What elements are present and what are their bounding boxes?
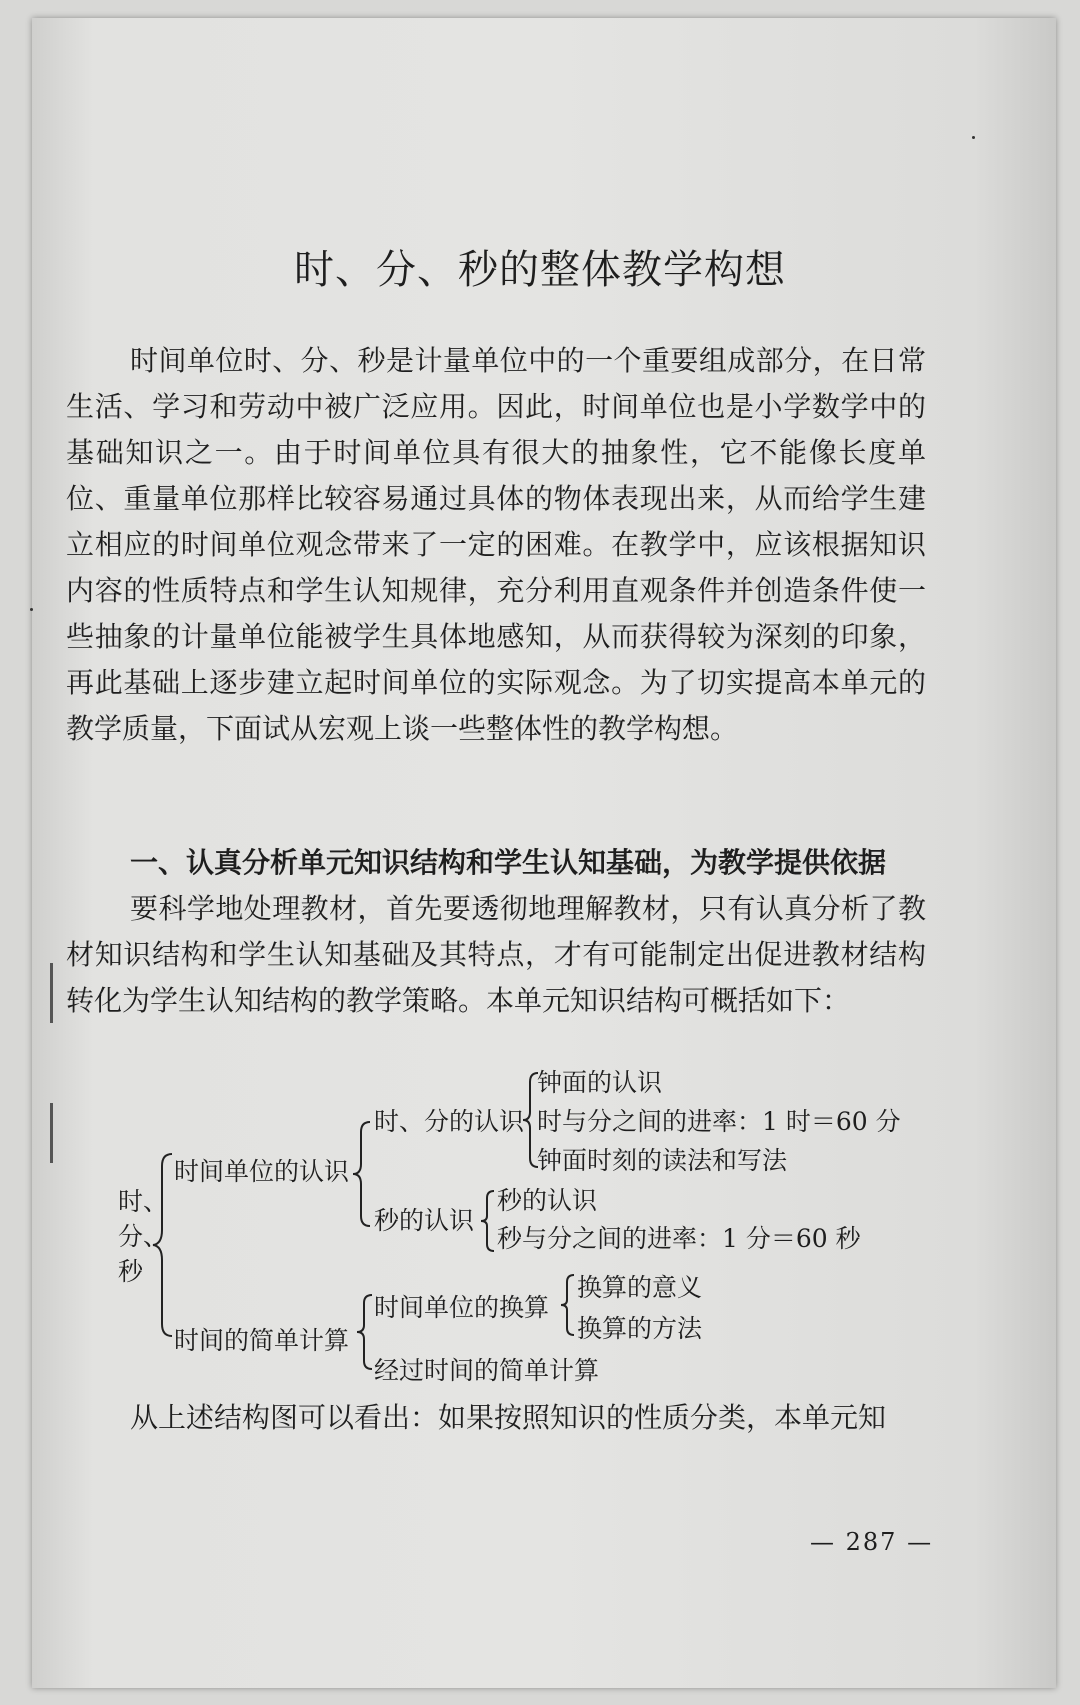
branch2-1-brace — [558, 1272, 578, 1338]
root-brace — [150, 1150, 176, 1340]
margin-mark — [50, 963, 53, 1023]
intro-paragraph: 时间单位时、分、秒是计量单位中的一个重要组成部分，在日常生活、学习和劳动中被广泛应用。因此，时间单位也是小学数学中的基础知识之一。由于时间单位具有很大的抽象性，它不能像长度单位、重量单位那样比较容易通过具体的物体表现出来，从而给学生建立相应的时间单位观念带来了一定的困难。在教学中，应该根据知识内容的性质特点和学生认知规律，充分利用直观条件并创造条件使一些抽象的计量单位能被学生具体地感知，从而获得较为深刻的印象，再此基础上逐步建立起时间单位的实际观念。为了切实提高本单元的教学质量，下面试从宏观上谈一些整体性的教学构想。 — [66, 344, 926, 745]
diagram-branch-time-units: 时间单位的认识 — [174, 1157, 350, 1186]
branch1-brace — [350, 1118, 374, 1230]
diagram-leaf-conversion-method: 换算的方法 — [577, 1314, 703, 1343]
branch1-2-brace — [478, 1188, 498, 1254]
branch2-brace — [354, 1292, 376, 1372]
page-title: 时、分、秒的整体教学构想 — [294, 247, 786, 293]
diagram-leaf-reading-time: 钟面时刻的读法和写法 — [537, 1146, 788, 1175]
diagram-leaf-clock-face: 钟面的认识 — [537, 1068, 663, 1097]
diagram-branch-seconds: 秒的认识 — [374, 1206, 475, 1235]
diagram-branch-elapsed-time: 经过时间的简单计算 — [374, 1356, 600, 1385]
section-heading: 一、认真分析单元知识结构和学生认知基础，为教学提供依据 — [130, 846, 887, 879]
page-number: — 287 — — [810, 1528, 934, 1556]
closing-paragraph: 从上述结构图可以看出：如果按照知识的性质分类，本单元知 — [130, 1401, 887, 1434]
diagram-branch-unit-conversion: 时间单位的换算 — [374, 1293, 550, 1322]
diagram-root-1: 时、 — [118, 1187, 169, 1216]
speck — [30, 608, 33, 611]
margin-mark — [50, 1103, 53, 1163]
diagram-leaf-second: 秒的认识 — [497, 1186, 598, 1215]
diagram-leaf-second-minute-rate: 秒与分之间的进率：1 分＝60 秒 — [497, 1224, 861, 1253]
speck — [972, 136, 975, 139]
diagram-leaf-hour-minute-rate: 时与分之间的进率：1 时＝60 分 — [537, 1107, 901, 1136]
diagram-branch-simple-calc: 时间的简单计算 — [174, 1326, 350, 1355]
section-body: 要科学地处理教材，首先要透彻地理解教材，只有认真分析了教材知识结构和学生认知基础及其特点，才有可能制定出促进教材结构转化为学生认知结构的教学策略。本单元知识结构可概括如下： — [66, 892, 926, 1017]
diagram-branch-hour-minute: 时、分的认识 — [374, 1107, 525, 1136]
diagram-root-3: 秒 — [118, 1257, 144, 1286]
diagram-root-2: 分、 — [118, 1222, 169, 1251]
diagram-leaf-conversion-meaning: 换算的意义 — [577, 1273, 703, 1302]
